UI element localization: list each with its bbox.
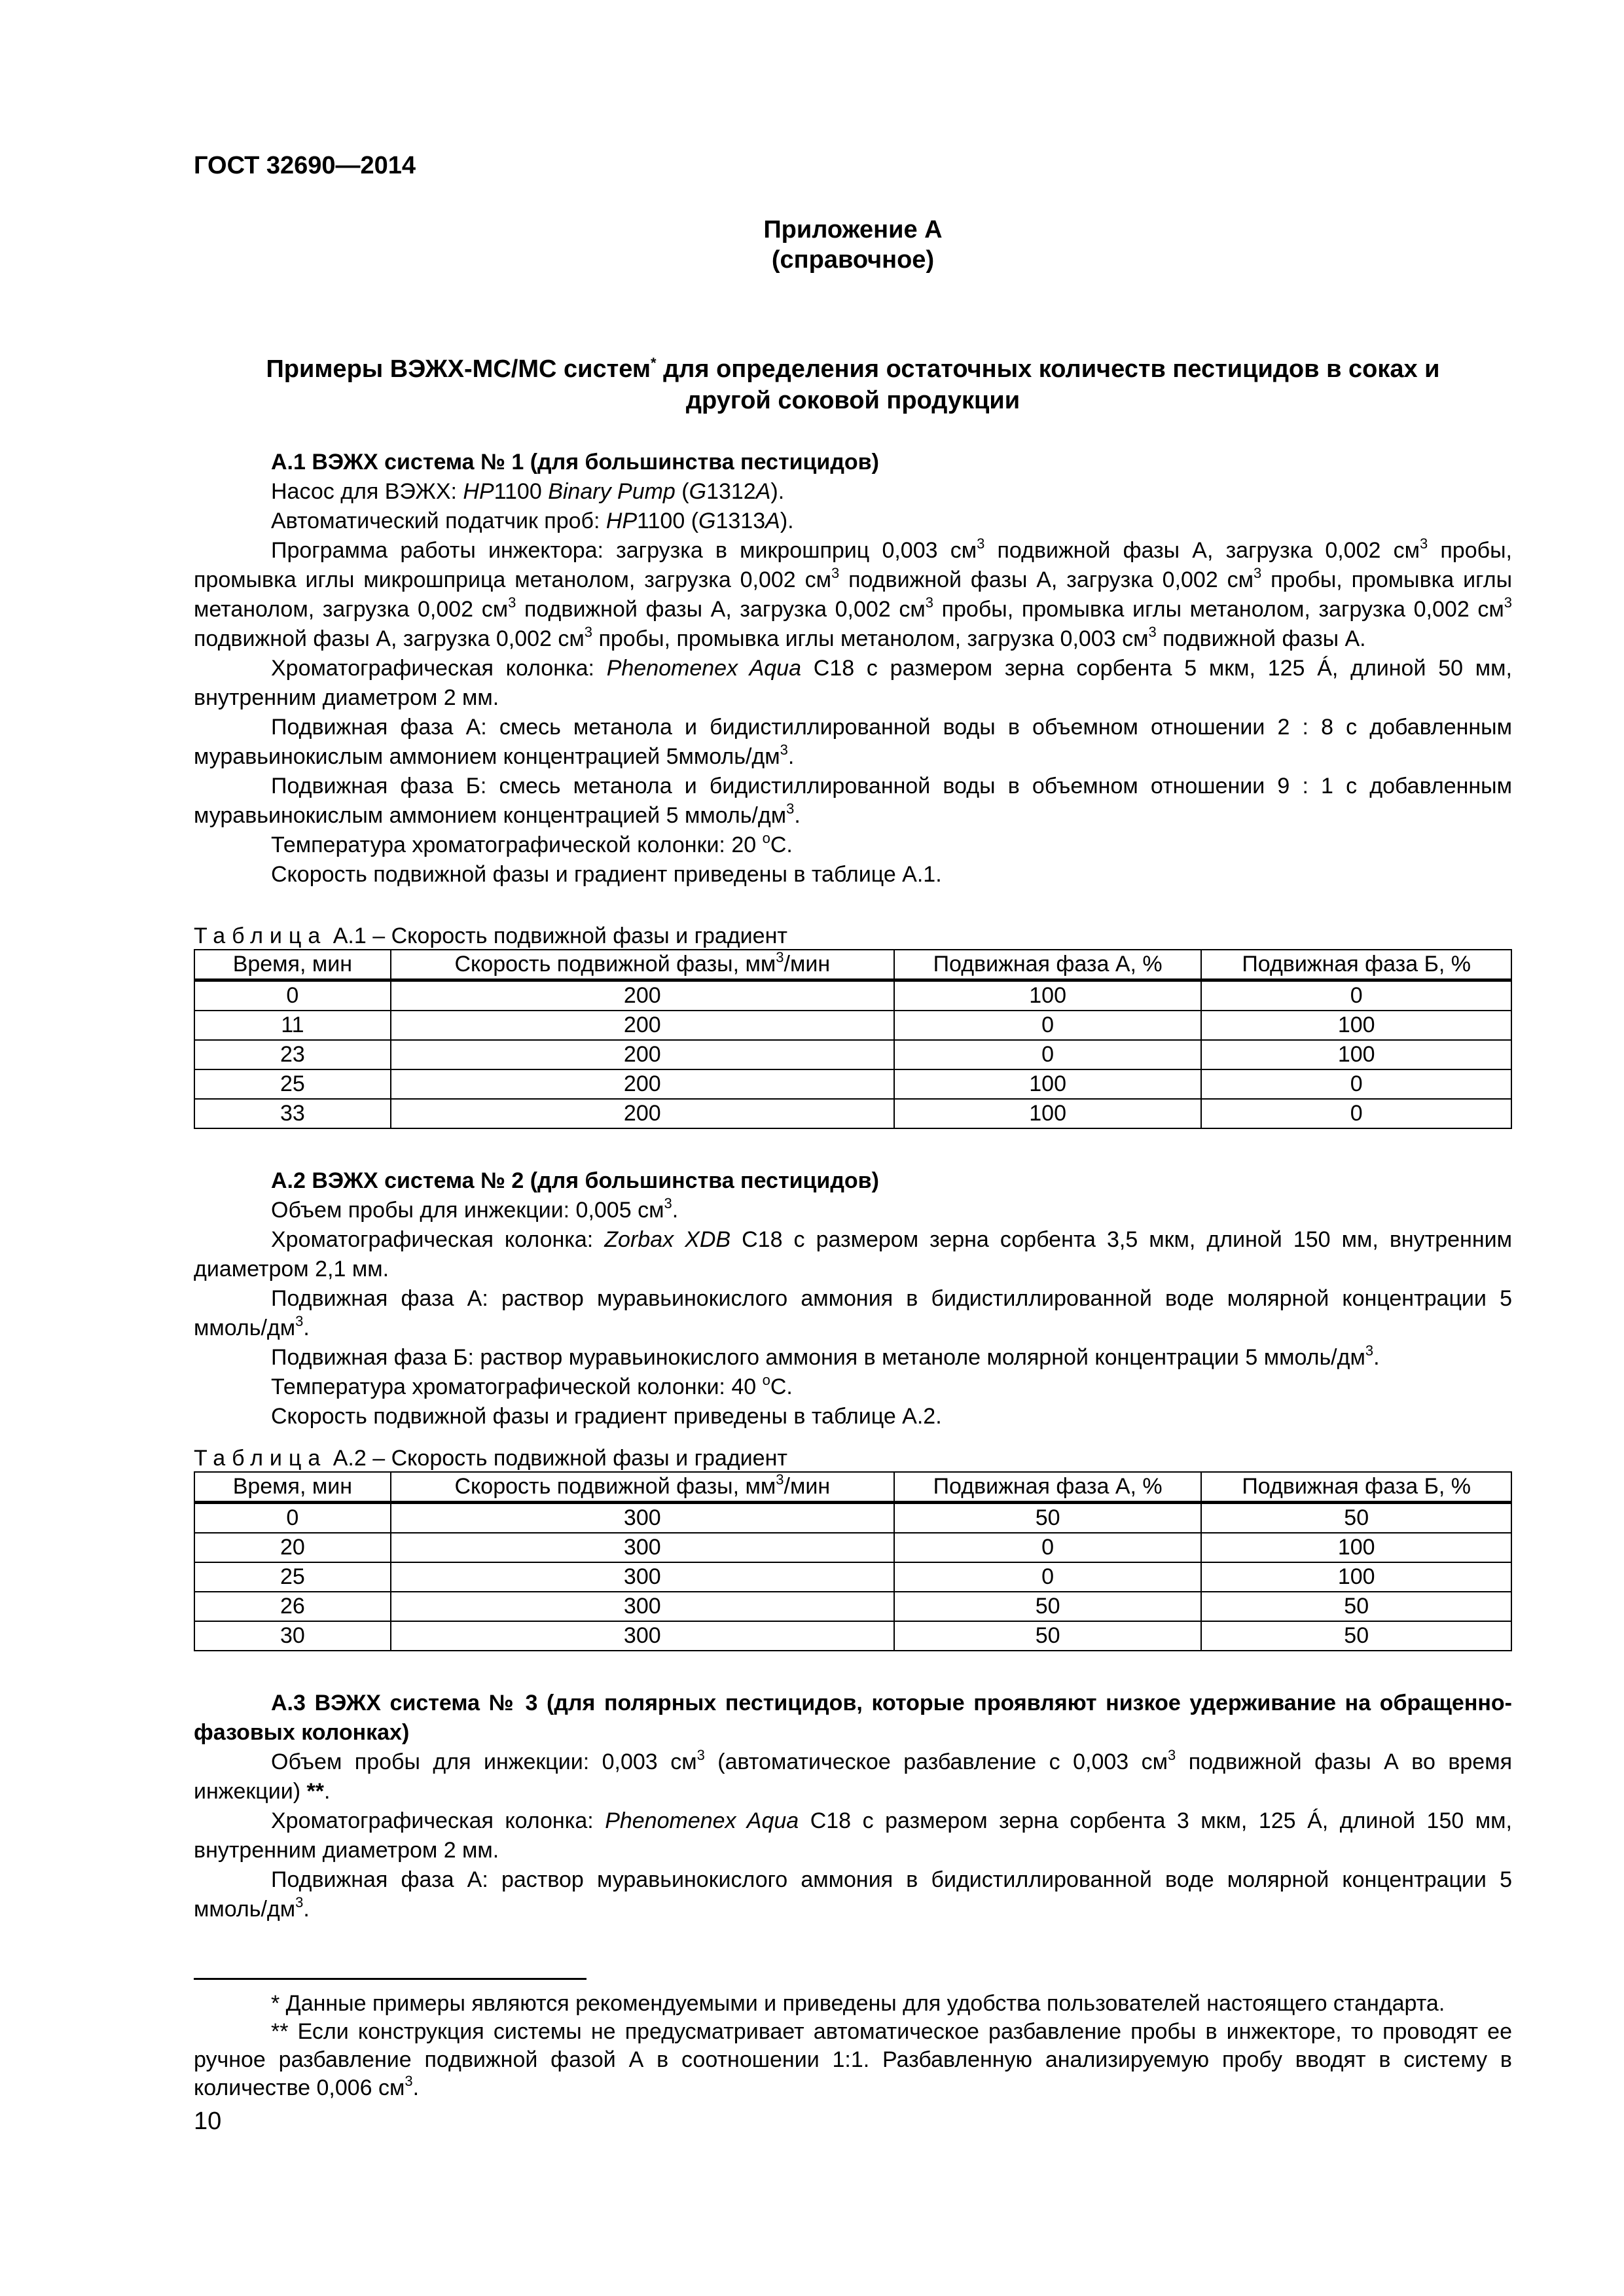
section-a2 [194,1166,1512,1431]
title-footnote-marker: * [650,355,657,371]
s3-volume: Объем пробы для инжекции: 0,003 $см^3$ (автоматическое разбавление с 0,003 $см^3$ подвижной фазы А во время инжекции) **. [194,1747,1512,1804]
s1-phase-a: Подвижная фаза А: смесь метанола и бидистиллированной воды в объемном отношении 2 : 8 с добавленным муравьинокислым аммонием концентрацией $5ммоль/дм^3$. [194,715,1512,769]
section-a3 [194,1689,1512,1924]
section-a1 [194,448,1512,889]
footnotes [194,1990,1512,2102]
table-a1-caption: Таблица А.1 – Скорость подвижной фазы и градиент [194,924,787,948]
table-row: 20 300 0 100 [194,1533,1511,1562]
table-a1-header-phase-b: Подвижная фаза Б, % [1201,950,1511,980]
title-line2: другой соковой продукции [685,387,1020,414]
table-a1-header-row [194,950,1511,980]
table-a2-header-phase-b: Подвижная фаза Б, % [1201,1472,1511,1503]
table-a2-header-row [194,1472,1511,1503]
table-row: 25 300 0 100 [194,1562,1511,1592]
appendix-type: (справочное) [771,246,935,274]
s1-injector-program: Программа работы инжектора: загрузка в микрошприц 0,003 $см^3$ подвижной фазы А, загрузка 0,002 $см^3$ пробы, промывка иглы микрошприца метанолом, загрузка 0,002 $см^3$ подвижной фазы А, загрузка 0,002 $см^3$ пробы, промывка иглы метанолом, загрузка 0,002 $см^3$ подвижной фазы А, загрузка 0,002 $см^3$ пробы, промывка иглы метанолом, загрузка 0,002 $см^3$ подвижной фазы А, загрузка 0,002 $см^3$ пробы, промывка иглы метанолом, загрузка 0,003 $см^3$ подвижной фазы А. [194,535,1513,651]
table-row: 26 300 50 50 [194,1592,1511,1621]
table-a1-header-time: Время, мин [194,950,391,980]
table-a1 [194,949,1512,1129]
table-row: 23 200 0 100 [194,1040,1511,1069]
document-title [194,353,1512,416]
section-a2-heading: А.2 ВЭЖХ система № 2 (для большинства пестицидов) [271,1168,879,1193]
table-a2-caption: Таблица А.2 – Скорость подвижной фазы и градиент [194,1446,787,1471]
s1-pump: Насос для ВЭЖХ: HP1100 Binary Pump (G1312A). [271,479,785,504]
appendix-heading [194,215,1512,275]
table-row: 11 200 0 100 [194,1011,1511,1040]
s2-phase-a: Подвижная фаза А: раствор муравьинокислого аммония в бидистиллированной воде молярной концентрации 5 ммоль/$дм^3$. [194,1286,1512,1340]
title-line1-rest: для определения остаточных количеств пестицидов в соках и [656,355,1440,383]
s3-footnote-marker: ** [306,1779,324,1804]
table-a2 [194,1471,1512,1651]
footnote-2: ** Если конструкция системы не предусматривает автоматическое разбавление пробы в инжекторе, то проводят ее ручное разбавление подвижной фазой А в соотношении 1:1. Разбавленную анализируемую пробу вводят в систему в количестве 0,006 $см^3$. [194,2019,1512,2100]
standard-header: ГОСТ 32690—2014 [194,152,416,179]
page-number: 10 [194,2108,222,2135]
table-a2-block [194,1445,1512,1651]
s2-column: Хроматографическая колонка: Zorbax XDB C18 с размером зерна сорбента 3,5 мкм, длиной 150 мм, внутренним диаметром 2,1 мм. [194,1227,1512,1282]
table-row: 0 200 100 0 [194,980,1511,1011]
s1-sampler: Автоматический податчик проб: HP1100 (G1313A). [271,509,794,533]
s2-volume: Объем пробы для инжекции: 0,005 $см^3$. [271,1195,679,1223]
table-a2-header-time: Время, мин [194,1472,391,1503]
table-a1-header-flow: Скорость подвижной фазы, $мм^3$/мин [391,950,894,980]
s3-phase-a: Подвижная фаза А: раствор муравьинокислого аммония в бидистиллированной воде молярной концентрации 5 ммоль/$дм^3$. [194,1867,1512,1922]
table-row: 33 200 100 0 [194,1099,1511,1128]
table-a2-header-flow: Скорость подвижной фазы, $мм^3$/мин [391,1472,894,1503]
s1-column: Хроматографическая колонка: Phenomenex Aqua C18 с размером зерна сорбента 5 мкм, 125 Á, длиной 50 мм, внутренним диаметром 2 мм. [194,656,1512,710]
s2-flow-note: Скорость подвижной фазы и градиент приведены в таблице А.2. [271,1404,942,1429]
table-a2-header-phase-a: Подвижная фаза А, % [894,1472,1202,1503]
section-a3-heading: А.3 ВЭЖХ система № 3 (для полярных пестицидов, которые проявляют низкое удерживание на обращенно-фазовых колонках) [194,1691,1512,1745]
s2-temperature: Температура хроматографической колонки: 40 $^о$С. [271,1372,793,1399]
s2-phase-b: Подвижная фаза Б: раствор муравьинокислого аммония в метаноле молярной концентрации 5 ммоль/$дм^3$. [271,1342,1380,1370]
table-row: 0 300 50 50 [194,1503,1511,1534]
table-row: 30 300 50 50 [194,1621,1511,1651]
footnote-separator [194,1978,586,1980]
s1-temperature: Температура хроматографической колонки: 20 $^о$С. [271,830,793,857]
section-a1-heading: А.1 ВЭЖХ система № 1 (для большинства пестицидов) [271,450,879,475]
table-a1-header-phase-a: Подвижная фаза А, % [894,950,1202,980]
table-row: 25 200 100 0 [194,1069,1511,1099]
s1-phase-b: Подвижная фаза Б: смесь метанола и бидистиллированной воды в объемном отношении 9 : 1 с добавленным муравьинокислым аммонием концентрацией 5 ммоль/$дм^3$. [194,774,1512,828]
appendix-title: Приложение А [763,216,943,243]
footnote-1: * Данные примеры являются рекомендуемыми и приведены для удобства пользователей настоящего стандарта. [271,1991,1445,2016]
s1-flow-note: Скорость подвижной фазы и градиент приведены в таблице А.1. [271,862,942,887]
s3-column: Хроматографическая колонка: Phenomenex Aqua C18 с размером зерна сорбента 3 мкм, 125 Á, длиной 150 мм, внутренним диаметром 2 мм. [194,1808,1512,1863]
title-line1: Примеры ВЭЖХ-МС/МС систем [266,355,651,383]
table-a1-block [194,923,1512,1129]
